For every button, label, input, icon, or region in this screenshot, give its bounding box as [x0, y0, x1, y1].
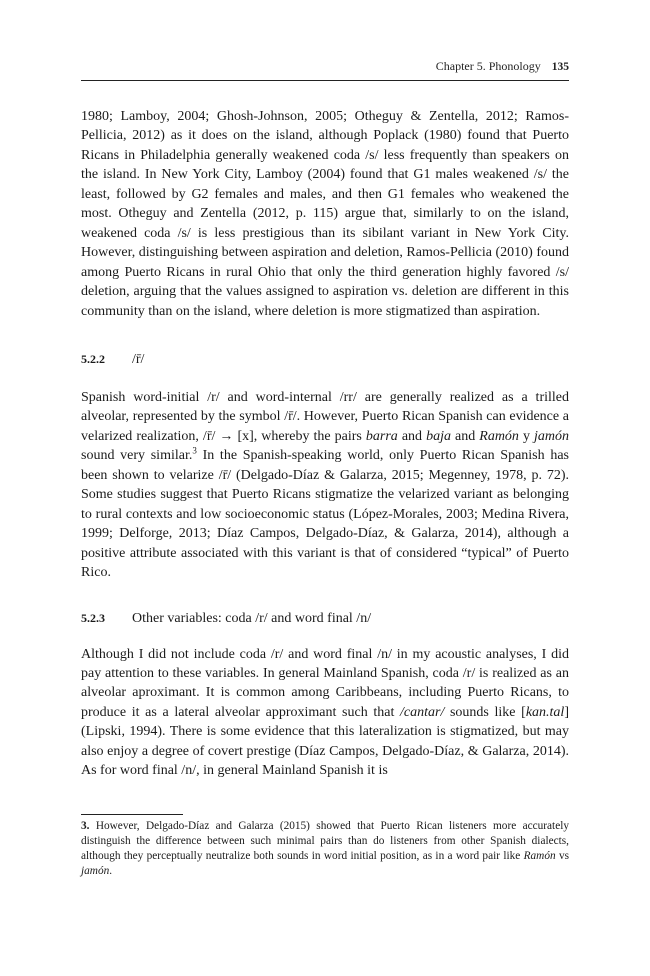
italic-term: kan.tal — [525, 704, 565, 720]
page-number: 135 — [551, 61, 569, 73]
text-run: and — [450, 428, 480, 444]
section-heading-5-2-3 — [81, 609, 569, 628]
italic-term: /cantar/ — [400, 704, 445, 720]
section-number: 5.2.2 — [81, 351, 105, 366]
text-run: sounds like [ — [444, 704, 526, 720]
paragraph-2 — [81, 388, 569, 583]
header-rule — [81, 80, 569, 81]
body-text — [81, 107, 569, 781]
italic-term: Ramón — [479, 428, 519, 444]
paragraph-1: 1980; Lamboy, 2004; Ghosh-Johnson, 2005; Otheguy & Zentella, 2012; Ramos-Pellicia, 2012) as it does on the island, although Poplack (1980) found that Puerto Ricans in Philadelphia generally weakened coda /s/ less frequently than speakers on the island. In New York City, Lamboy (2004) found that G1 males weakened /s/ the least, followed by G2 females and males, and then G1 females who weakened the most. Otheguy and Zentella (2012, p. 115) argue that, similarly to on the island, weakened coda /s/ is less prestigious than its sibilant variant in New York City. However, distinguishing between aspiration and deletion, Ramos-Pellicia (2010) found among Puerto Ricans in rural Ohio that only the third generation highly favored /s/ deletion, arguing that the values assigned to aspiration vs. deletion are different in this community than on the island, where deletion is more stigmatized than aspiration. — [81, 109, 569, 319]
italic-term: barra — [365, 428, 398, 444]
italic-term: baja — [426, 428, 451, 444]
text-run: y — [518, 428, 534, 444]
text-run: However, Delgado-Díaz and Galarza (2015) showed that Puerto Rican listeners more accurately distinguish the difference between such minimal pairs than do listeners from other Spanish dialects, although they perceptually neutralize both sounds in word initial position, as in a word pair like — [81, 820, 569, 862]
running-head — [81, 58, 569, 75]
section-title: /r̄/ — [132, 351, 145, 367]
footnote-3 — [81, 819, 569, 879]
italic-term: jamón — [81, 865, 110, 877]
text-run: In the Spanish-speaking world, only Puerto Rican Spanish has been shown to velarize /r̄/ (Delgado-Díaz & Galarza, 2015; Megenney, 1978, p. 72). Some studies suggest that Puerto Ricans stigmatize the velarized variant as belonging to rural contexts and low socioeconomic status (López-Morales, 2003; Medina Rivera, 1999; Delforge, 2013; Díaz Campos, Delgado-Díaz, & Galarza, 2014), although a positive attribute associated with this variant is that of considered “typical” of Puerto Rico. — [81, 448, 570, 581]
italic-term: jamón — [534, 428, 569, 444]
section-number: 5.2.3 — [81, 610, 105, 625]
text-run: sound very similar. — [81, 448, 193, 464]
text-run: . — [109, 865, 113, 877]
section-heading-5-2-2 — [81, 350, 569, 369]
footnote-rule — [81, 814, 183, 815]
italic-term: Ramón — [523, 850, 556, 862]
paragraph-3 — [81, 645, 569, 781]
footnote-number: 3. — [81, 820, 90, 832]
text-run: Spanish word-initial /r/ and word-internal /rr/ are generally realized as a trilled alveolar, represented by the symbol /r̄/. However, Puerto Rican Spanish can evidence a velarized realization, /r̄/ → [x], whereby the pairs — [81, 389, 569, 444]
text-run: vs — [555, 850, 569, 862]
text-run: ] (Lipski, 1994). There is some evidence that this lateralization is stigmatized, but may also enjoy a degree of covert prestige (Díaz Campos, Delgado-Díaz, & Galarza, 2014). As for word final /n/, in general Mainland Spanish it is — [81, 704, 569, 779]
footnote-reference[interactable]: 3 — [192, 445, 197, 456]
text-run: and — [397, 428, 427, 444]
text-run: Although I did not include coda /r/ and word final /n/ in my acoustic analyses, I did pay attention to these variables. In general Mainland Spanish, coda /r/ is realized as an alveolar aproximant. It is common among Caribbeans, including Puerto Ricans, to produce it as a lateral alveolar approximant such that — [81, 646, 569, 720]
section-title: Other variables: coda /r/ and word final /n/ — [132, 610, 372, 626]
running-title: Chapter 5. Phonology — [435, 59, 541, 73]
